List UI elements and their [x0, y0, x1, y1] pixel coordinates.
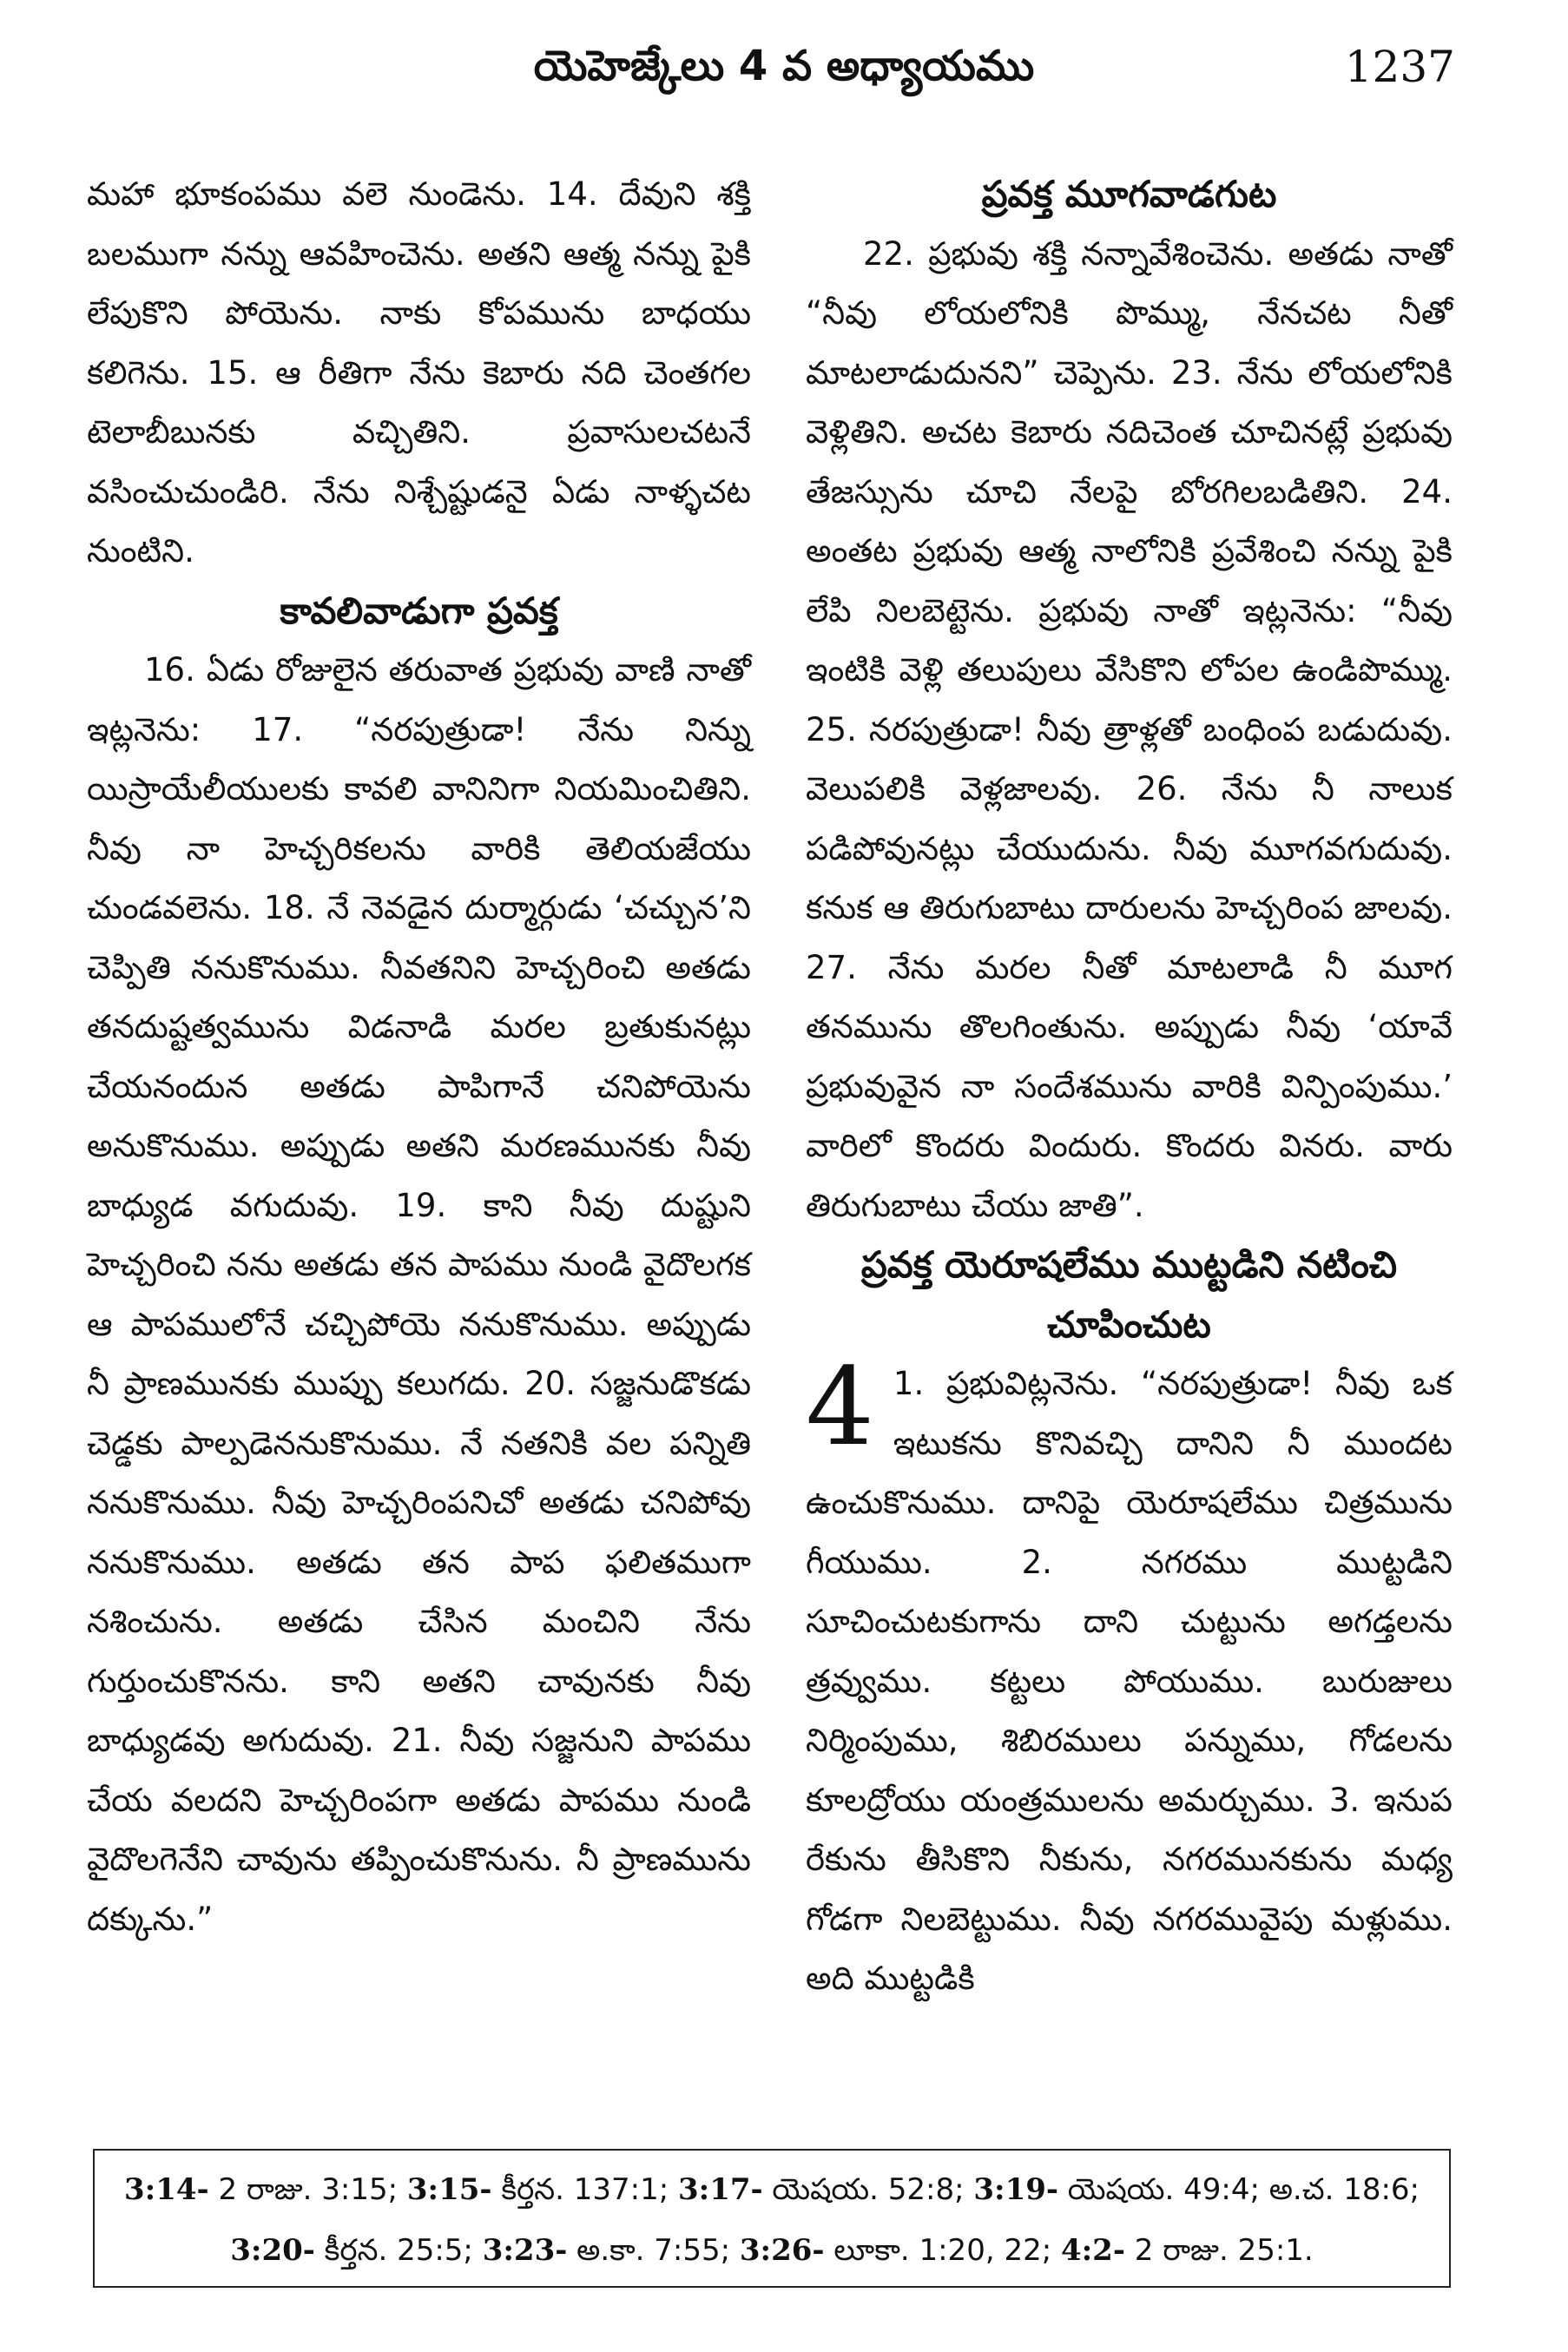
section-heading-watchman: కావలివాడుగా ప్రవక్త	[280, 589, 558, 632]
right-paragraph-dumb: 22. ప్రభువు శక్తి నన్నావేశించెను. అతడు నాతో “నీవు లోయలోనికి పొమ్ము, నేనచట నీతో మాటలాడుదునని” చెప్పెను. 23. నేను లోయలోనికి వెళ్లితిని. అచట కెబారు నదిచెంత చూచినట్లే ప్రభువు తేజస్సును చూచి నేలపై బోరగిలబడితిని. 24. అంతట ప్రభువు ఆత్మ నాలోనికి ప్రవేశించి నన్ను పైకి లేపి నిలబెట్టెను. ప్రభువు నాతో ఇట్లనెను: “నీవు ఇంటికి వెళ్లి తలుపులు వేసికొని లోపల ఉండిపొమ్ము. 25. నరపుత్రుడా! నీవు త్రాళ్లతో బంధింప బడుదువు. వెలుపలికి వెళ్లజాలవు. 26. నేను నీ నాలుక పడిపోవునట్లు చేయుదును. నీవు మూగవగుదువు. కనుక ఆ తిరుగుబాటు దారులను హెచ్చరింప జాలవు. 27. నేను మరల నీతో మాటలాడి నీ మూగ తనమును తొలగింతును. అప్పుడు నీవు ‘యావే ప్రభువువైన నా సందేశమును వారికి విన్పింపుము.’ వారిలో కొందరు విందురు. కొందరు వినరు. వారు తిరుగుబాటు చేయు జాతి”.	[806, 234, 1453, 1224]
cross-references-box	[93, 2149, 1451, 2288]
ref-text: అ.కా. 7:55;	[567, 2233, 740, 2268]
ref-text: లూకా. 1:20, 22;	[824, 2233, 1061, 2268]
page-header	[0, 42, 1568, 111]
page-number: 1237	[1344, 42, 1455, 92]
chapter4-text: 1. ప్రభువిట్లనెను. “నరపుత్రుడా! నీవు ఒక ఇటుకను కొనివచ్చి దానిని నీ ముందట ఉంచుకొనుము. దానిపై యెరూషలేము చిత్రమును గీయుము. 2. నగరము ముట్టడిని సూచించుటకుగాను దాని చుట్టును అగడ్తలను త్రవ్వుము. కట్టలు పోయుము. బురుజులు నిర్మింపుము, శిబిరములు పన్నుము, గోడలను కూలద్రోయు యంత్రములను అమర్చుము. 3. ఇనుప రేకును తీసికొని నీకును, నగరమునకును మధ్య గోడగా నిలబెట్టుము. నీవు నగరమువైపు మళ్లుము. అది ముట్టడికి	[806, 1365, 1453, 1997]
ref-key: 3:20-	[230, 2233, 315, 2268]
ref-key: 3:17-	[677, 2172, 763, 2207]
left-column	[87, 165, 751, 1949]
section-heading-siege: ప్రవక్త యెరూషలేము ముట్టడిని నటించి చూపించుట	[860, 1243, 1398, 1346]
left-paragraph-continued: మహా భూకంపము వలె నుండెను. 14. దేవుని శక్తి బలముగా నన్ను ఆవహించెను. అతని ఆత్మ నన్ను పైకి లేపుకొని పోయెను. నాకు కోపమును బాధయు కలిగెను. 15. ఆ రీతిగా నేను కెబారు నది చెంతగల టెలాబీబునకు వచ్చితిని. ప్రవాసులచటనే వసించుచుండిరి. నేను నిశ్చేష్టుడనై ఏడు నాళ్ళచట నుంటిని.	[87, 175, 751, 570]
ref-key: 4:2-	[1060, 2233, 1125, 2268]
chapter-title: యెహెజ్కేలు 4 వ అధ్యాయము	[533, 42, 1035, 90]
right-column	[806, 165, 1453, 2009]
ref-key: 3:19-	[973, 2172, 1058, 2207]
ref-text: 2 రాజు. 25:1.	[1124, 2233, 1314, 2268]
ref-text: యెషయ. 52:8;	[762, 2172, 974, 2207]
right-paragraph-chapter4	[806, 1345, 1453, 2009]
ref-text: కీర్తన. 137:1;	[491, 2172, 678, 2207]
left-paragraph-watchman: 16. ఏడు రోజులైన తరువాత ప్రభువు వాణి నాతో ఇట్లనెను: 17. “నరపుత్రుడా! నేను నిన్ను యిస్రాయేలీయులకు కావలి వానినిగా నియమించితిని. నీవు నా హెచ్చరికలను వారికి తెలియజేయు చుండవలెను. 18. నే నెవడైన దుర్మార్గుడు ‘చచ్చున’ని చెప్పితి ననుకొనుము. నీవతనిని హెచ్చరించి అతడు తనదుష్టత్వమును విడనాడి మరల బ్రతుకునట్లు చేయనందున అతడు పాపిగానే చనిపోయెను అనుకొనుము. అప్పుడు అతని మరణమునకు నీవు బాధ్యుడ వగుదువు. 19. కాని నీవు దుష్టుని హెచ్చరించి నను అతడు తన పాపము నుండి వైదొలగక ఆ పాపములోనే చచ్చిపోయె ననుకొనుము. అప్పుడు నీ ప్రాణమునకు ముప్పు కలుగదు. 20. సజ్జనుడొకడు చెడ్డకు పాల్పడెననుకొనుము. నే నతనికి వల పన్నితి ననుకొనుము. నీవు హెచ్చరింపనిచో అతడు చనిపోవు ననుకొనుము. అతడు తన పాప ఫలితముగా నశించును. అతడు చేసిన మంచిని నేను గుర్తుంచుకొనను. కాని అతని చావునకు నీవు బాధ్యుడవు అగుదువు. 21. నీవు సజ్జనుని పాపము చేయ వలదని హెచ్చరింపగా అతడు పాపము నుండి వైదొలగెనేని చావును తప్పించుకొనును. నీ ప్రాణమును దక్కును.”	[87, 651, 751, 1938]
ref-text: కీర్తన. 25:5;	[314, 2233, 483, 2268]
ref-key: 3:15-	[406, 2172, 492, 2207]
ref-text: యెషయ. 49:4; అ.చ. 18:6;	[1058, 2172, 1420, 2207]
ref-key: 3:14-	[124, 2172, 209, 2207]
ref-key: 3:26-	[739, 2233, 825, 2268]
section-heading-dumb: ప్రవక్త మూగవాడగుట	[981, 173, 1277, 215]
chapter-drop-number: 4	[806, 1345, 874, 1470]
ref-text: 2 రాజు. 3:15;	[208, 2172, 407, 2207]
ref-key: 3:23-	[482, 2233, 568, 2268]
